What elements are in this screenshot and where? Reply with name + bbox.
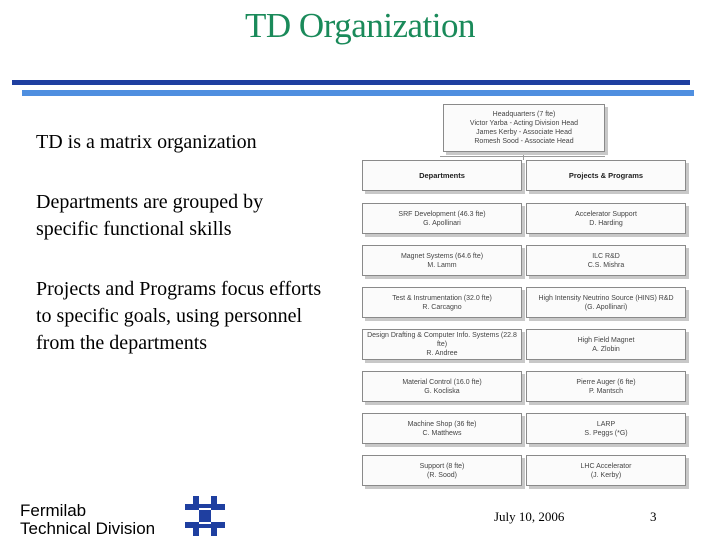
department-box: [362, 329, 522, 360]
department-box: [362, 245, 522, 276]
project-lead: A. Zlobin: [592, 345, 620, 353]
project-lead: C.S. Mishra: [587, 261, 625, 269]
title-divider-dark: [12, 80, 690, 85]
title-divider-light: [22, 90, 694, 96]
project-name: Pierre Auger (6 fte): [576, 378, 636, 386]
project-box: [526, 455, 686, 486]
project-name: Accelerator Support: [575, 210, 637, 218]
hq-line-1: Headquarters (7 fte): [492, 111, 556, 118]
project-box: [526, 413, 686, 444]
project-box: [526, 287, 686, 318]
department-name: Machine Shop (36 fte): [407, 420, 477, 428]
page-title: TD Organization: [245, 6, 475, 45]
hq-line-4: Romesh Sood - Associate Head: [474, 138, 574, 145]
project-box: [526, 245, 686, 276]
project-name: High Field Magnet: [577, 336, 635, 344]
project-lead: P. Mantsch: [588, 387, 624, 395]
project-name: LARP: [596, 420, 616, 428]
fermilab-logo-icon: [185, 496, 225, 536]
department-box: [362, 455, 522, 486]
bullet-departments: Departments are grouped by specific functional skills: [36, 191, 264, 240]
footer-org-line-2: Technical Division: [20, 519, 156, 538]
project-lead: (G. Apollinari): [584, 303, 628, 311]
headquarters-box: [443, 104, 605, 152]
project-name: ILC R&D: [592, 252, 620, 260]
project-box: [526, 371, 686, 402]
department-lead: G. Apollinari: [423, 219, 461, 227]
departments-header: Departments: [362, 160, 522, 191]
department-name: Test & Instrumentation (32.0 fte): [392, 294, 492, 302]
department-name: Material Control (16.0 fte): [402, 378, 482, 386]
project-box: [526, 203, 686, 234]
department-lead: R. Carcagno: [422, 303, 462, 311]
department-box: [362, 203, 522, 234]
department-box: [362, 287, 522, 318]
department-lead: M. Lamm: [427, 261, 457, 269]
footer-organization: [20, 502, 155, 538]
footer-org-line-1: Fermilab: [20, 501, 87, 520]
hq-line-3: James Kerby - Associate Head: [476, 129, 572, 136]
project-lead: S. Peggs (*G): [584, 429, 628, 437]
department-box: [362, 371, 522, 402]
page-number: 3: [650, 509, 657, 524]
project-name: High Intensity Neutrino Source (HINS) R&D: [538, 294, 674, 302]
department-name: Support (8 fte): [419, 462, 465, 470]
project-box: [526, 329, 686, 360]
department-lead: C. Matthews: [422, 429, 462, 437]
department-lead: G. Kocliska: [424, 387, 460, 395]
department-box: [362, 413, 522, 444]
connector-bar: [440, 156, 605, 157]
hq-line-2: Victor Yarba - Acting Division Head: [469, 120, 579, 127]
department-name: SRF Development (46.3 fte): [398, 210, 486, 218]
project-lead: D. Harding: [589, 219, 623, 227]
projects-header: Projects & Programs: [526, 160, 686, 191]
department-lead: R. Andree: [426, 350, 458, 357]
department-lead: (R. Sood): [427, 471, 457, 479]
department-name: Design Drafting & Computer Info. Systems (22.8 fte): [367, 332, 517, 348]
footer-date: July 10, 2006: [494, 509, 565, 524]
department-name: Magnet Systems (64.6 fte): [400, 252, 484, 260]
bullet-projects: Projects and Programs focus efforts to specific goals, using personnel from the departments: [36, 278, 322, 354]
project-lead: (J. Kerby): [590, 471, 622, 479]
bullet-matrix: TD is a matrix organization: [36, 131, 257, 153]
project-name: LHC Accelerator: [580, 462, 632, 470]
